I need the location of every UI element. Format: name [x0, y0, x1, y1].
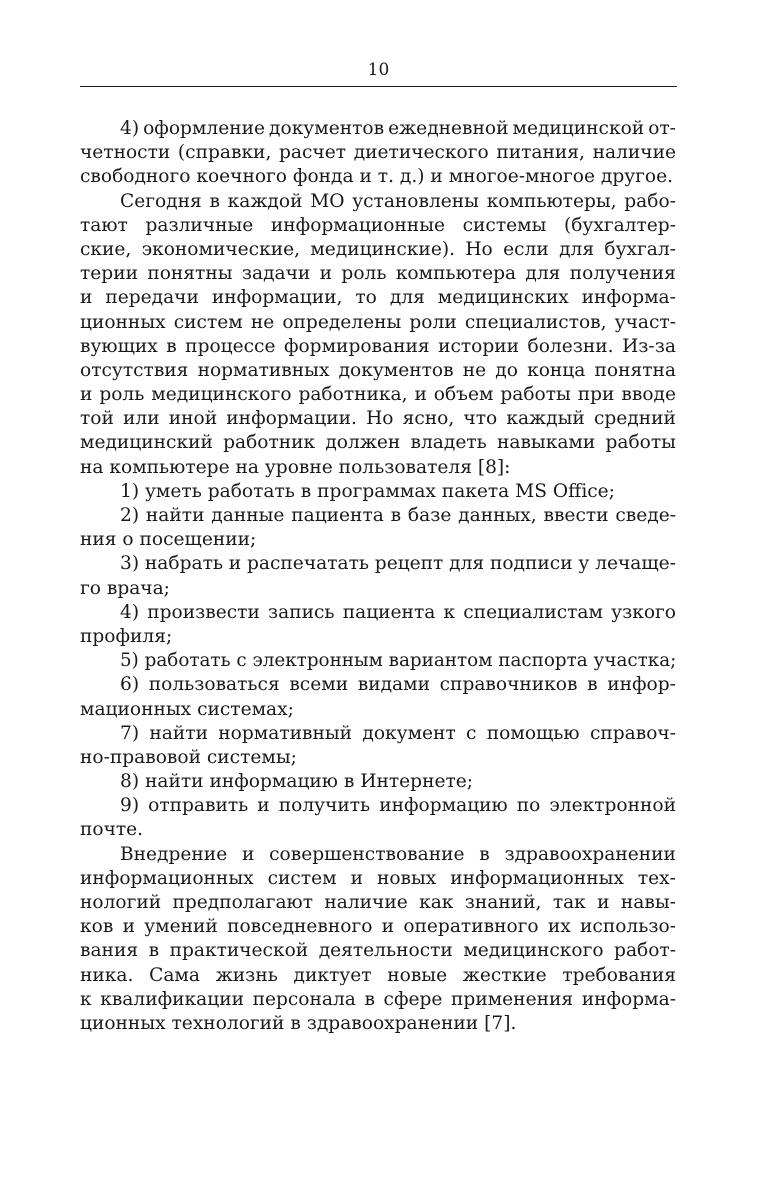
- text-line: [80, 311, 676, 335]
- word: компьютера: [395, 263, 517, 285]
- text-line: [80, 335, 676, 359]
- word: 7): [120, 722, 140, 744]
- word: базе: [407, 505, 452, 526]
- text-line: [80, 431, 676, 455]
- word: Но: [465, 238, 493, 260]
- word: работник: [223, 432, 316, 454]
- text-line: [80, 286, 676, 310]
- word: к: [443, 601, 456, 623]
- word: участ-: [614, 311, 676, 333]
- text-line: [80, 673, 676, 697]
- word: работы: [500, 384, 571, 406]
- text-line: [80, 238, 676, 262]
- text-line: [80, 915, 676, 939]
- word: определены: [282, 311, 402, 333]
- word: тех-: [637, 867, 676, 889]
- word: ежедневной: [388, 118, 509, 139]
- word: ввести: [543, 505, 609, 526]
- word: информацию: [379, 795, 508, 817]
- word: найти: [145, 505, 205, 526]
- word: и: [241, 843, 255, 865]
- word: болезни.: [527, 335, 614, 357]
- word: передачи: [105, 287, 199, 309]
- word: в: [166, 335, 177, 357]
- text-line: ционных технологий в здравоохранении [7].: [80, 1012, 517, 1034]
- word: пациента: [342, 601, 436, 623]
- word: с: [466, 722, 477, 744]
- word: Сама: [149, 964, 200, 986]
- text-line: [80, 843, 676, 867]
- word: 4): [120, 118, 140, 139]
- text-line: [80, 601, 676, 625]
- word: запись: [268, 601, 335, 623]
- word: отправить: [148, 795, 249, 817]
- word: знаний,: [464, 892, 542, 913]
- text-line: [80, 867, 676, 891]
- word: медицинской: [512, 118, 645, 139]
- word: документов: [338, 359, 454, 381]
- word: к: [80, 988, 92, 1010]
- word: и: [350, 867, 363, 889]
- text-line: [80, 939, 676, 963]
- word: как: [419, 892, 454, 913]
- word: средний: [593, 408, 676, 430]
- word: роль: [341, 263, 387, 285]
- text-line: профиля;: [80, 625, 173, 647]
- word: понятны: [147, 263, 233, 285]
- word: должен: [325, 432, 401, 454]
- text-line: [80, 794, 676, 818]
- word: пользоваться: [148, 674, 280, 696]
- word: работника,: [298, 384, 408, 406]
- word: в: [364, 988, 375, 1010]
- word: получения: [569, 263, 676, 285]
- word: конца: [527, 359, 586, 381]
- text-line: но-правовой системы;: [80, 746, 297, 768]
- word: инфор-: [607, 674, 676, 696]
- word: получить: [278, 795, 371, 817]
- word: Но: [366, 408, 394, 430]
- word: медицинских: [437, 287, 569, 309]
- word: Из-за: [622, 335, 676, 357]
- word: их: [547, 916, 571, 938]
- word: персонала: [252, 988, 356, 1010]
- word: совершенствование: [269, 843, 465, 865]
- word: справоч-: [589, 722, 676, 744]
- word: информа-: [581, 287, 676, 309]
- word: наличие: [324, 892, 408, 913]
- word: информации.: [226, 408, 357, 430]
- word: новые: [387, 964, 448, 986]
- word: ков: [80, 916, 114, 938]
- word: видами: [357, 674, 430, 696]
- word: иной: [168, 408, 218, 430]
- word: Внедрение: [120, 843, 228, 865]
- word: терии: [80, 263, 138, 285]
- text-line: [80, 552, 676, 576]
- word: понятна: [594, 359, 676, 381]
- word: и: [597, 892, 610, 913]
- word: 2): [120, 505, 140, 526]
- word: нологий: [80, 892, 162, 913]
- word: 9): [120, 795, 140, 817]
- word: объем: [433, 384, 494, 406]
- word: систем: [267, 867, 337, 889]
- word: и: [80, 287, 93, 309]
- word: от-: [648, 118, 676, 139]
- word: роли: [409, 311, 457, 333]
- text-line: [80, 891, 676, 915]
- word: рабо-: [624, 190, 676, 212]
- word: информационных: [450, 867, 624, 889]
- word: ника.: [80, 964, 134, 986]
- word: навыками: [496, 432, 596, 454]
- word: то: [355, 287, 377, 309]
- word: для: [449, 553, 485, 575]
- word: истории: [438, 335, 520, 357]
- word: распечатать: [247, 553, 369, 575]
- text-line: [80, 262, 676, 286]
- word: отсутствия: [80, 359, 189, 381]
- word: пациента: [291, 505, 384, 526]
- word: вания: [80, 940, 139, 962]
- word: (бухгалтер-: [563, 214, 676, 236]
- word: электронной: [549, 795, 676, 817]
- word: компьютеры,: [486, 190, 617, 212]
- word: наличие: [592, 142, 676, 164]
- text-line: 1) уметь работать в программах пакета MS Office;: [120, 480, 615, 502]
- word: медицинского: [463, 940, 604, 962]
- word: систем: [173, 311, 243, 333]
- word: нормативный: [218, 722, 353, 744]
- word: процессе: [185, 335, 276, 357]
- word: для: [559, 238, 595, 260]
- word: вующих: [80, 335, 158, 357]
- body-text: [80, 117, 676, 1036]
- text-line: мационных системах;: [80, 698, 294, 720]
- word: диетического: [353, 142, 489, 164]
- word: оформление: [143, 118, 266, 139]
- word: повседневного: [227, 916, 373, 938]
- header-rule: [80, 86, 677, 87]
- word: системы: [462, 214, 547, 236]
- word: и: [257, 795, 270, 817]
- word: вводе: [621, 384, 676, 406]
- word: различные: [145, 214, 254, 236]
- word: ские,: [80, 238, 132, 260]
- word: навы-: [620, 892, 676, 913]
- word: данных,: [458, 505, 537, 526]
- word: информа-: [581, 988, 676, 1010]
- word: сведе-: [615, 505, 676, 526]
- word: (справки,: [177, 142, 272, 164]
- text-line: [80, 407, 676, 431]
- word: МО: [310, 190, 345, 212]
- text-line: [80, 504, 676, 528]
- word: новых: [376, 867, 437, 889]
- text-line: почте.: [80, 819, 144, 841]
- word: информационные: [270, 214, 445, 236]
- word: нормативных: [197, 359, 330, 381]
- word: жизнь: [215, 964, 278, 986]
- word: здравоохранении: [504, 843, 676, 865]
- text-line: ния о посещении;: [80, 529, 257, 551]
- word: в: [209, 190, 220, 212]
- word: установлены: [352, 190, 479, 212]
- word: формирования: [283, 335, 430, 357]
- word: Сегодня: [120, 190, 202, 212]
- word: и: [80, 384, 93, 406]
- word: лечаще-: [595, 553, 676, 575]
- word: для: [389, 287, 425, 309]
- word: медицинские).: [310, 238, 455, 260]
- word: жесткие: [462, 964, 547, 986]
- word: в: [390, 505, 402, 526]
- word: задачи: [241, 263, 311, 285]
- word: экономические,: [141, 238, 300, 260]
- word: в: [587, 674, 598, 696]
- word: диктует: [293, 964, 372, 986]
- text-line: [80, 722, 676, 746]
- word: медицинский: [80, 432, 213, 454]
- word: оперативного: [403, 916, 539, 938]
- word: владеть: [410, 432, 487, 454]
- word: помощью: [486, 722, 580, 744]
- word: так: [552, 892, 586, 913]
- word: и: [414, 384, 427, 406]
- word: применения: [451, 988, 574, 1010]
- word: предполагают: [172, 892, 314, 913]
- word: ционных: [80, 311, 166, 333]
- word: сфере: [383, 988, 443, 1010]
- word: если: [503, 238, 549, 260]
- word: той: [80, 408, 114, 430]
- word: специалистов,: [464, 311, 607, 333]
- word: набрать: [144, 553, 223, 575]
- word: в: [148, 940, 160, 962]
- text-line: [80, 988, 676, 1012]
- text-line: [80, 117, 676, 141]
- word: данные: [211, 505, 285, 526]
- word: информационных: [80, 867, 254, 889]
- word: и: [228, 553, 242, 575]
- word: и: [381, 916, 395, 938]
- word: или: [123, 408, 160, 430]
- word: работ-: [614, 940, 676, 962]
- word: что: [463, 408, 498, 430]
- word: расчет: [279, 142, 347, 164]
- word: 3): [120, 553, 140, 575]
- text-line: [80, 214, 676, 238]
- text-line: [80, 383, 676, 407]
- word: квалификации: [100, 988, 244, 1010]
- word: тают: [80, 214, 128, 236]
- word: не: [462, 359, 487, 381]
- word: и: [122, 916, 135, 938]
- word: каждый: [506, 408, 585, 430]
- word: умений: [144, 916, 218, 938]
- word: документов: [269, 118, 385, 139]
- word: до: [495, 359, 518, 381]
- word: ясно,: [402, 408, 455, 430]
- word: не: [250, 311, 275, 333]
- word: рецепт: [374, 553, 444, 575]
- text-line: [80, 359, 676, 383]
- text-line: свободного коечного фонда и т. д.) и многое-многое другое.: [80, 166, 674, 188]
- word: по: [516, 795, 541, 817]
- page-number: 10: [367, 60, 390, 80]
- word: для: [525, 263, 561, 285]
- text-line: [80, 141, 676, 165]
- word: при: [577, 384, 615, 406]
- word: узкого: [611, 601, 676, 623]
- word: справочников: [439, 674, 578, 696]
- word: 6): [120, 674, 140, 696]
- word: использо-: [580, 916, 676, 938]
- word: деятельности: [318, 940, 453, 962]
- word: медицинского: [151, 384, 292, 406]
- word: 4): [120, 601, 140, 623]
- text-line: [80, 964, 676, 988]
- word: требования: [562, 964, 676, 986]
- text-line: 8) найти информацию в Интернете;: [120, 771, 474, 793]
- word: практической: [169, 940, 309, 962]
- word: подписи: [489, 553, 573, 575]
- text-line: 5) работать с электронным вариантом паспорта участка;: [120, 650, 677, 672]
- text-line: на компьютере на уровне пользователя [8]:: [80, 456, 511, 478]
- word: в: [479, 843, 490, 865]
- word: найти: [149, 722, 208, 744]
- word: роль: [99, 384, 145, 406]
- word: бухгал-: [604, 238, 676, 260]
- text-line: [80, 190, 676, 214]
- word: каждой: [227, 190, 303, 212]
- word: произвести: [147, 601, 260, 623]
- word: и: [319, 263, 333, 285]
- word: документ: [362, 722, 456, 744]
- word: у: [578, 553, 590, 575]
- word: питания,: [496, 142, 585, 164]
- word: специалистам: [463, 601, 603, 623]
- word: всеми: [289, 674, 349, 696]
- word: работы: [605, 432, 676, 454]
- word: четности: [80, 142, 171, 164]
- word: информации,: [211, 287, 343, 309]
- text-line: го врача;: [80, 577, 170, 599]
